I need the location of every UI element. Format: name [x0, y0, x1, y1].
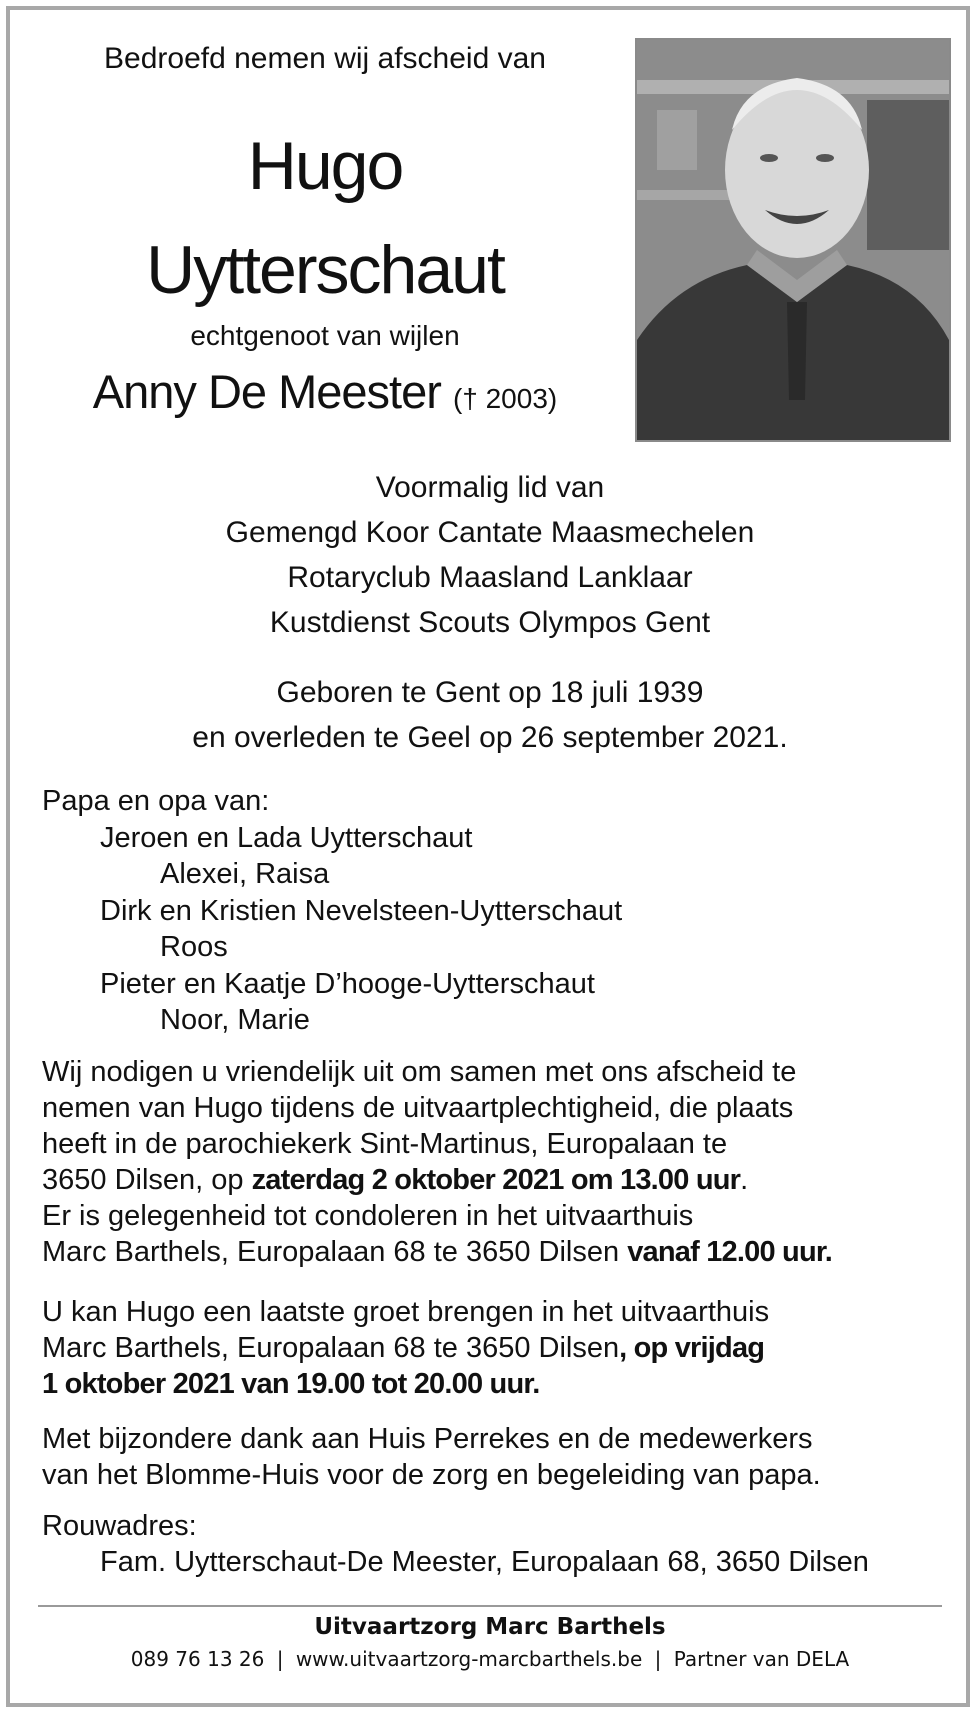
funeral-home-contact [38, 1647, 942, 1671]
family-children: Roos [160, 931, 228, 963]
ceremony-line: Er is gelegenheid tot condoleren in het uitvaarthuis [42, 1200, 694, 1232]
ceremony-line: heeft in de parochiekerk Sint-Martinus, Europalaan te [42, 1128, 728, 1160]
ceremony-line [42, 1234, 939, 1270]
phone-number: 089 76 13 26 [130, 1647, 265, 1671]
partner-text: Partner van DELA [673, 1647, 850, 1671]
thanks-line: van het Blomme-Huis voor de zorg en begeleiding van papa. [42, 1459, 821, 1491]
family-parents: Jeroen en Lada Uytterschaut [100, 821, 473, 854]
family-parents: Dirk en Kristien Nevelsteen-Uytterschaut [100, 894, 623, 927]
membership-item: Gemengd Koor Cantate Maasmechelen [225, 516, 755, 549]
ceremony-datetime: zaterdag 2 oktober 2021 om 13.00 uur [251, 1164, 741, 1196]
separator: | [276, 1647, 284, 1671]
portrait-illustration [637, 40, 949, 440]
spouse-name: Anny De Meester [92, 365, 441, 418]
intro-text: Bedroefd nemen wij afscheid van [104, 42, 546, 75]
thanks-paragraph [42, 1421, 939, 1493]
birth-line: Geboren te Gent op 18 juli 1939 [276, 676, 704, 709]
memberships-intro: Voormalig lid van [375, 471, 605, 504]
spouse-label: echtgenoot van wijlen [190, 320, 460, 351]
spouse-line [40, 364, 610, 419]
ceremony-location: 3650 Dilsen, op [42, 1164, 244, 1196]
family-list [42, 783, 942, 1039]
ceremony-period: . [740, 1164, 749, 1196]
separator: | [654, 1647, 662, 1671]
ceremony-line: Wij nodigen u vriendelijk uit om samen met ons afscheid te [42, 1056, 797, 1088]
spouse-death-note: († 2003) [452, 383, 558, 414]
deceased-first-name: Hugo [247, 128, 403, 204]
visit-location: Marc Barthels, Europalaan 68 te 3650 Dilsen [42, 1332, 620, 1364]
visit-paragraph [42, 1294, 939, 1402]
visit-day: , op vrijdag [619, 1332, 765, 1364]
address-value: Fam. Uytterschaut-De Meester, Europalaan 68, 3650 Dilsen [100, 1546, 869, 1578]
visit-line: U kan Hugo een laatste groet brengen in het uitvaarthuis [42, 1296, 770, 1328]
ceremony-paragraph [42, 1054, 939, 1270]
life-dates [40, 670, 940, 760]
portrait-photo [635, 38, 951, 442]
funeral-home-name: Uitvaartzorg Marc Barthels [314, 1614, 666, 1640]
condolence-time: vanaf 12.00 uur. [627, 1236, 833, 1268]
ceremony-line [42, 1162, 939, 1198]
visit-datetime: 1 oktober 2021 van 19.00 tot 20.00 uur. [42, 1368, 540, 1400]
visit-line [42, 1330, 939, 1366]
death-line: en overleden te Geel op 26 september 2021. [192, 721, 788, 754]
family-children: Noor, Marie [160, 1004, 310, 1036]
membership-item: Kustdienst Scouts Olympos Gent [269, 606, 711, 639]
condolence-location: Marc Barthels, Europalaan 68 te 3650 Dilsen [42, 1236, 620, 1268]
deceased-last-name: Uytterschaut [146, 232, 504, 308]
ceremony-line: nemen van Hugo tijdens de uitvaartplechtigheid, die plaats [42, 1092, 794, 1124]
mourning-address [42, 1508, 939, 1580]
memberships [40, 465, 940, 645]
family-parents: Pieter en Kaatje D’hooge-Uytterschaut [100, 967, 595, 1000]
family-children: Alexei, Raisa [160, 858, 330, 890]
address-label: Rouwadres: [42, 1510, 197, 1542]
footer-divider [38, 1605, 942, 1607]
website-link[interactable]: www.uitvaartzorg-marcbarthels.be [295, 1647, 643, 1671]
family-intro: Papa en opa van: [42, 785, 270, 817]
thanks-line: Met bijzondere dank aan Huis Perrekes en de medewerkers [42, 1423, 813, 1455]
membership-item: Rotaryclub Maasland Lanklaar [287, 561, 693, 594]
